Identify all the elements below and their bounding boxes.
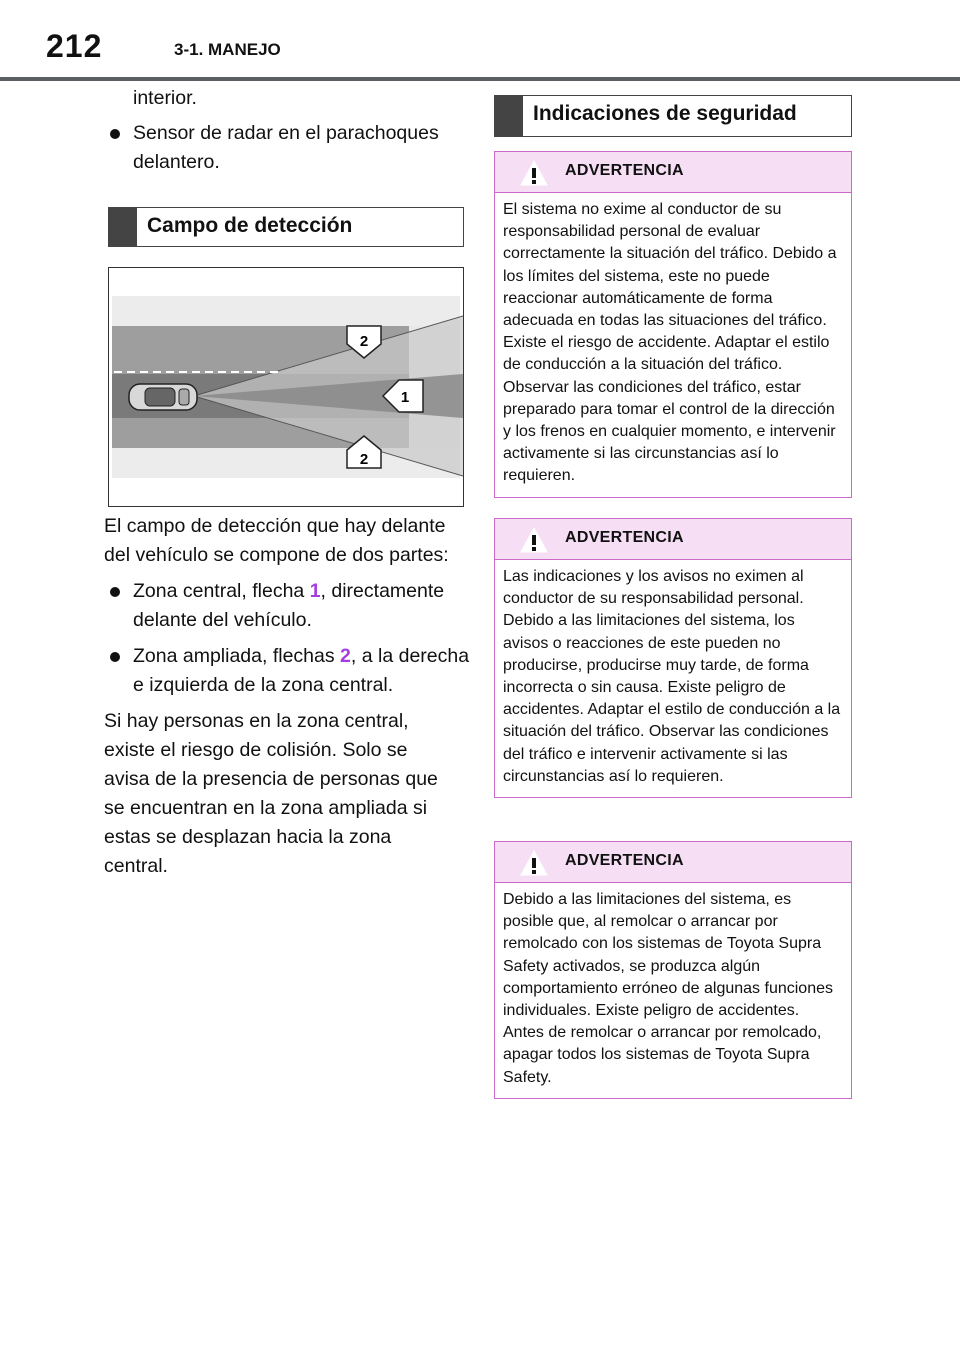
paragraph-persons: Si hay personas en la zona central, existe el riesgo de colisión. Solo se avisa de la presencia de personas que se encuentran en la zona ampliada si estas se desplazan hacia la zona central. bbox=[104, 710, 438, 877]
svg-text:2: 2 bbox=[359, 333, 369, 350]
warning-label: ADVERTENCIA bbox=[565, 529, 684, 546]
vehicle-icon bbox=[129, 384, 197, 410]
warning-triangle-icon bbox=[520, 160, 548, 186]
svg-text:2: 2 bbox=[359, 451, 369, 468]
warning-box-1 bbox=[494, 151, 852, 498]
section-heading-safety bbox=[494, 95, 852, 137]
warning-text: Debido a las limitaciones del sistema, es posible que, al remolcar o arrancar por remolcado con los sistemas de Toyota Supra Safety activados, se produzca algún comportamiento erróneo de algunas funciones individuales. Existe peligro de accidentes. Antes de remolcar o arrancar por remolcado, apagar todos los sistemas de Toyota Supra Safety. bbox=[503, 891, 833, 1086]
section-title: Campo de detección bbox=[147, 214, 353, 237]
warning-label: ADVERTENCIA bbox=[565, 852, 684, 869]
warning-triangle-icon bbox=[520, 527, 548, 553]
warning-label: ADVERTENCIA bbox=[565, 162, 684, 179]
bullet-radar: Sensor de radar en el parachoques delantero. bbox=[108, 119, 468, 177]
bullet-extended-zone: Zona ampliada, flechas 2, a la derecha e izquierda de la zona central. bbox=[108, 642, 470, 700]
detection-diagram bbox=[109, 268, 463, 506]
bullet-central-zone: Zona central, flecha 1, directamente delante del vehículo. bbox=[108, 577, 470, 635]
number-1: 1 bbox=[309, 580, 321, 602]
section-heading-detection bbox=[108, 207, 464, 247]
left-column-top bbox=[108, 84, 468, 177]
number-2: 2 bbox=[340, 645, 351, 667]
section-title: Indicaciones de seguridad bbox=[533, 102, 797, 125]
heading-bar bbox=[495, 96, 523, 136]
paragraph-intro: El campo de detección que hay delante del vehículo se compone de dos partes: bbox=[104, 515, 449, 566]
continuation-text: interior. bbox=[133, 87, 197, 109]
warning-text: Las indicaciones y los avisos no eximen al conductor de su responsabilidad personal. Debido a las limitaciones del sistema, los avisos o reacciones de este pueden no producirse, producirse muy tarde, de forma incorrecta o sin causa. Existe peligro de accidentes. Adaptar el estilo de conducción a la situación del tráfico. Observar las condiciones del tráfico e intervenir activamente si las circunstancias así lo requieren. bbox=[503, 568, 841, 785]
page-header bbox=[0, 0, 960, 80]
page-number: 212 bbox=[46, 28, 103, 64]
warning-triangle-icon bbox=[520, 850, 548, 876]
heading-bar bbox=[109, 208, 137, 246]
warning-box-3 bbox=[494, 841, 852, 1099]
warning-box-2 bbox=[494, 518, 852, 798]
detection-field-figure bbox=[108, 267, 464, 507]
svg-text:1: 1 bbox=[400, 389, 410, 406]
warning-header bbox=[495, 152, 851, 193]
header-divider bbox=[0, 77, 960, 81]
warning-text: El sistema no exime al conductor de su responsabilidad personal de evaluar correctamente la situación del tráfico. Debido a los límites del sistema, este no puede reaccionar automáticamente de forma adecuada en todas las situaciones del tráfico. Existe el riesgo de accidente. Adaptar el estilo de conducción a la situación del tráfico. Observar las condiciones del tráfico, estar preparado para tomar el control de la dirección y los frenos en cualquier momento, e intervenir activamente si las circunstancias así lo requieren. bbox=[503, 201, 837, 485]
warning-header bbox=[495, 519, 851, 560]
warning-header bbox=[495, 842, 851, 883]
chapter-title: 3-1. MANEJO bbox=[174, 40, 281, 59]
left-column-bottom bbox=[104, 512, 470, 881]
